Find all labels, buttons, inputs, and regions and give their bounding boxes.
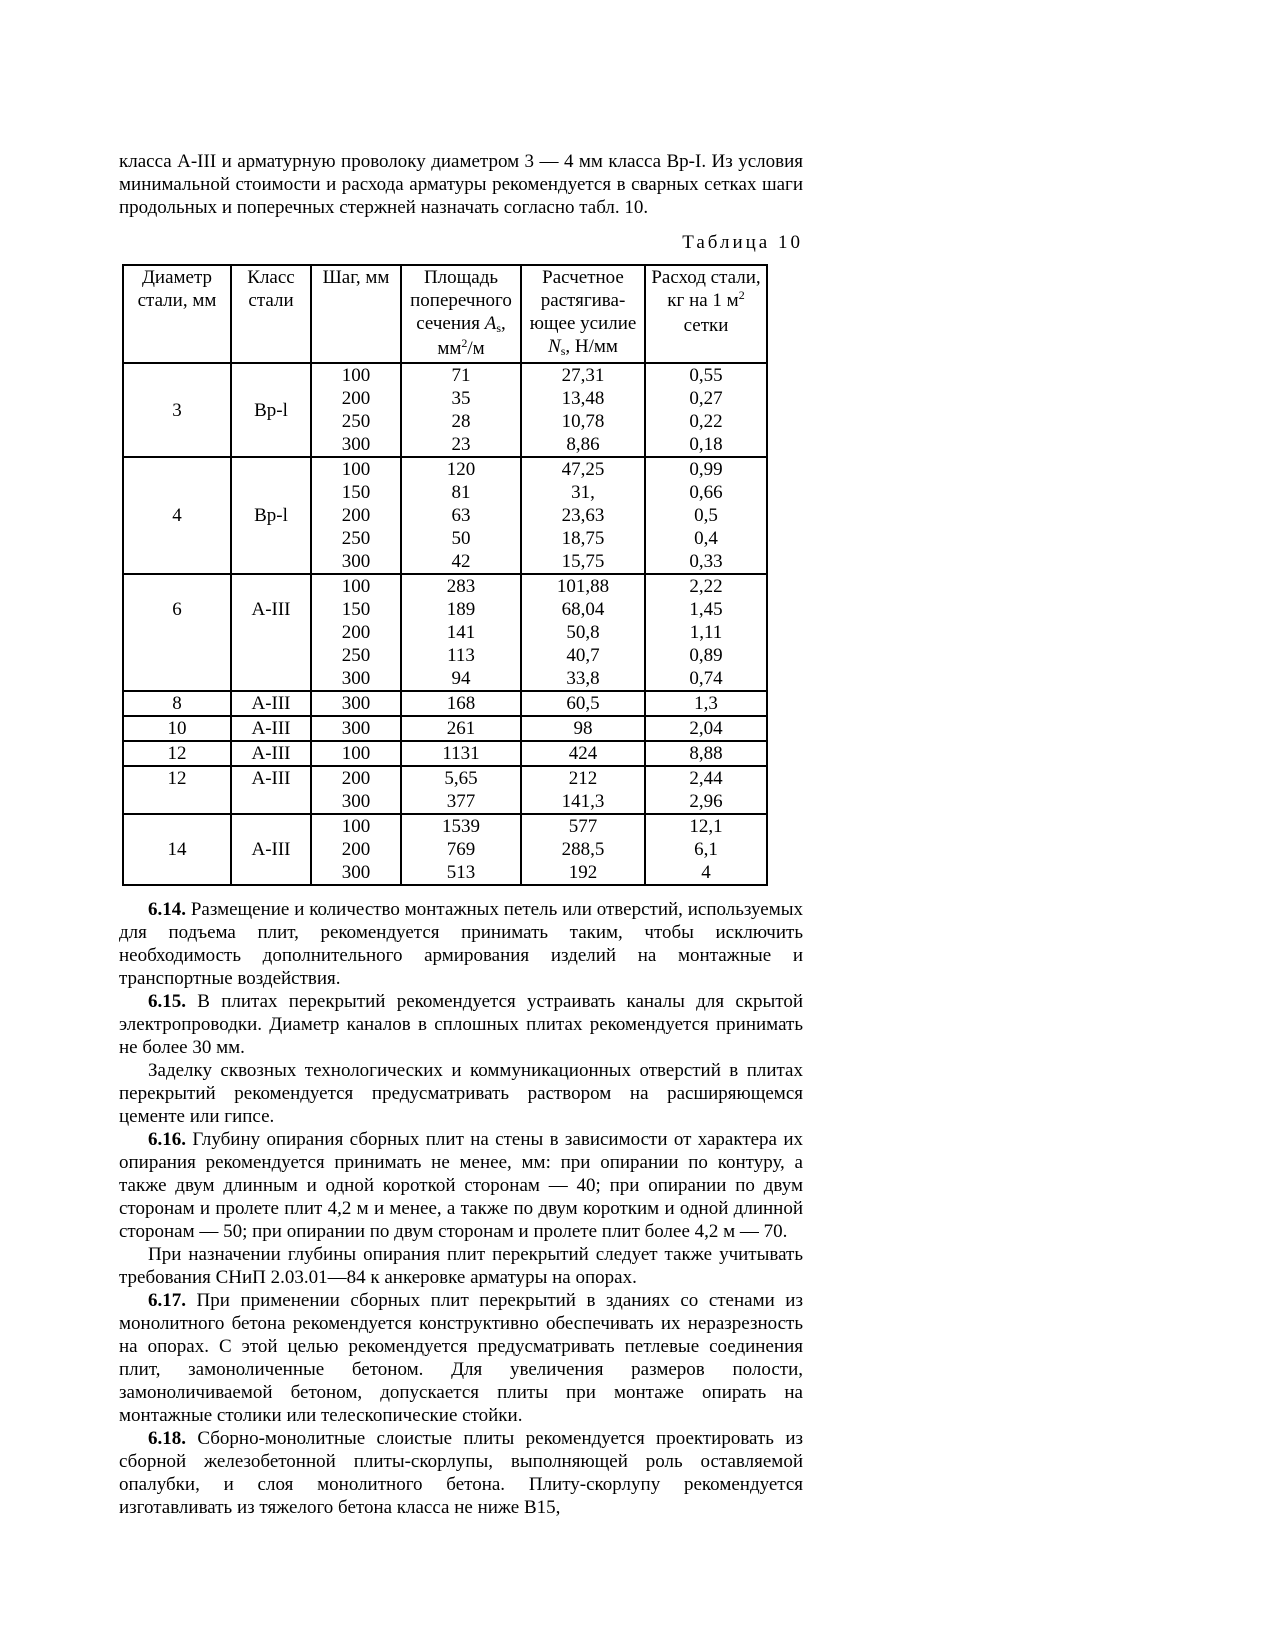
header-consumption-rest: сетки [683, 315, 729, 336]
cell-value: 192 [568, 862, 598, 883]
paragraph-text: В плитах перекрытий рекомендуется устраивать каналы для скрытой электропроводки. Диаметр каналов в сплошных плитах рекомендуется принимать не более 30 мм. [119, 991, 803, 1058]
cell-value: 94 [451, 668, 471, 689]
cell-area [401, 457, 521, 574]
paragraph-text: Глубину опирания сборных плит на стены в зависимости от характера их опирания рекомендуется принимать не менее, мм: при опирании по контуру, а также двум длинным и одной короткой сторонам — 40; при опирании по двум сторонам и пролете плит 4,2 м и менее, а также по двум коротким и одной длинной сторонам — 50; при опирании по двум сторонам и пролете плит более 4,2 м — 70. [119, 1129, 803, 1242]
paragraph-text: При применении сборных плит перекрытий в зданиях со стенами из монолитного бетона рекомендуется конструктивно обеспечивать их неразрезность на опорах. С этой целью рекомендуется предусматривать петлевые соединения плит, замоноличенные бетоном. Для увеличения размеров полости, замоноличиваемой бетоном, допускается плиты при монтаже опирать на монтажные столики или телескопические стойки. [119, 1290, 803, 1426]
steel-table [122, 264, 768, 886]
cell-value: 23 [451, 434, 471, 455]
header-diameter: Диаметр стали, мм [123, 265, 231, 363]
cell-area [401, 716, 521, 741]
cell-force [521, 716, 645, 741]
cell-value: 0,27 [689, 388, 723, 409]
table-row [123, 716, 767, 741]
cell-cons [645, 691, 767, 716]
cell-cons [645, 574, 767, 691]
cell-value: 300 [341, 718, 371, 739]
cell-value: 2,22 [689, 576, 723, 597]
cell-class: Вр-l [231, 457, 311, 574]
cell-value: 63 [451, 505, 471, 526]
cell-diameter: 3 [123, 363, 231, 457]
cell-cons [645, 716, 767, 741]
cell-value: 2,44 [689, 768, 723, 789]
cell-value: 769 [446, 839, 476, 860]
cell-value: 8,88 [689, 743, 723, 764]
cell-force [521, 574, 645, 691]
cell-value: 71 [451, 365, 471, 386]
cell-value: 15,75 [561, 551, 605, 572]
cell-value: 250 [341, 645, 371, 666]
cell-value: 424 [568, 743, 598, 764]
cell-diameter: 6 [123, 574, 231, 691]
cell-cons [645, 766, 767, 814]
table-body [123, 363, 767, 885]
paragraph-text: Сборно-монолитные слоистые плиты рекомендуется проектировать из сборной железобетонной плиты-скорлупы, выполняющей роль оставляемой опалубки, и слоя монолитного бетона. Плиту-скорлупу рекомендуется изготавливать из тяжелого бетона класса не ниже В15, [119, 1428, 803, 1518]
cell-step [311, 766, 401, 814]
cell-cons [645, 814, 767, 885]
cell-force [521, 814, 645, 885]
cell-value: 0,99 [689, 459, 723, 480]
header-area-subscript: s [496, 321, 501, 335]
cell-cons [645, 457, 767, 574]
cell-value: 513 [446, 862, 476, 883]
header-area-comma: , [500, 313, 506, 334]
table-row [123, 814, 767, 885]
cell-value: 101,88 [556, 576, 610, 597]
cell-area [401, 766, 521, 814]
cell-diameter: 12 [123, 741, 231, 766]
cell-value: 288,5 [561, 839, 605, 860]
cell-value: 577 [568, 816, 598, 837]
cell-force [521, 457, 645, 574]
cell-value: 100 [341, 743, 371, 764]
cell-value: 100 [341, 576, 371, 597]
cell-value: 1539 [442, 816, 480, 837]
paragraph [119, 1289, 803, 1427]
header-area-text: Площадь поперечного сечения [410, 267, 512, 334]
cell-diameter: 12 [123, 766, 231, 814]
cell-value: 1,45 [689, 599, 723, 620]
cell-value: 200 [341, 768, 371, 789]
paragraph [119, 898, 803, 990]
cell-value: 98 [573, 718, 593, 739]
cell-force [521, 766, 645, 814]
table-row [123, 363, 767, 457]
cell-value: 33,8 [566, 668, 600, 689]
cell-value: 0,22 [689, 411, 723, 432]
table-header-row [123, 265, 767, 363]
cell-value: 6,1 [694, 839, 718, 860]
paragraph [119, 1059, 803, 1128]
cell-diameter: 10 [123, 716, 231, 741]
header-force-symbol: N [548, 336, 561, 357]
cell-value: 200 [341, 839, 371, 860]
cell-value: 0,66 [689, 482, 723, 503]
cell-value: 150 [341, 599, 371, 620]
cell-value: 168 [446, 693, 476, 714]
cell-area [401, 814, 521, 885]
paragraph-number: 6.15. [148, 991, 186, 1012]
header-force [521, 265, 645, 363]
cell-step [311, 741, 401, 766]
header-area-unit-sup: 2 [461, 336, 468, 350]
cell-value: 0,18 [689, 434, 723, 455]
paragraph [119, 1427, 803, 1519]
cell-value: 1,3 [694, 693, 718, 714]
paragraph-text: Размещение и количество монтажных петель или отверстий, используемых для подъема плит, рекомендуется принимать таким, чтобы исключить необходимость дополнительного армирования изделий на монтажные и транспортные воздействия. [119, 899, 803, 989]
cell-value: 68,04 [561, 599, 605, 620]
paragraph [119, 1243, 803, 1289]
cell-class: А-III [231, 716, 311, 741]
cell-value: 1,11 [689, 622, 723, 643]
cell-value: 35 [451, 388, 471, 409]
header-force-unit: , Н/мм [565, 336, 618, 357]
cell-diameter: 14 [123, 814, 231, 885]
cell-value: 200 [341, 505, 371, 526]
cell-value: 13,48 [561, 388, 605, 409]
cell-value: 300 [341, 791, 371, 812]
cell-cons [645, 363, 767, 457]
body-paragraphs [119, 898, 803, 1519]
header-step: Шаг, мм [311, 265, 401, 363]
cell-area [401, 574, 521, 691]
paragraph-text: При назначении глубины опирания плит перекрытий следует также учитывать требования СНиП 2.03.01—84 к анкеровке арматуры на опорах. [119, 1244, 803, 1288]
cell-step [311, 574, 401, 691]
header-consumption-sup: 2 [738, 288, 745, 302]
cell-value: 40,7 [566, 645, 600, 666]
cell-value: 200 [341, 622, 371, 643]
document-page [119, 150, 803, 1519]
cell-value: 47,25 [561, 459, 605, 480]
cell-cons [645, 741, 767, 766]
cell-value: 1131 [442, 743, 480, 764]
cell-class: А-III [231, 691, 311, 716]
cell-value: 0,89 [689, 645, 723, 666]
cell-value: 18,75 [561, 528, 605, 549]
cell-step [311, 691, 401, 716]
cell-class: А-III [231, 814, 311, 885]
header-consumption [645, 265, 767, 363]
cell-value: 27,31 [561, 365, 605, 386]
cell-value: 300 [341, 862, 371, 883]
cell-value: 2,04 [689, 718, 723, 739]
cell-value: 120 [446, 459, 476, 480]
cell-class: А-III [231, 766, 311, 814]
cell-area [401, 691, 521, 716]
cell-value: 189 [446, 599, 476, 620]
cell-value: 141,3 [561, 791, 605, 812]
cell-value: 141 [446, 622, 476, 643]
cell-class: А-III [231, 741, 311, 766]
cell-value: 212 [568, 768, 598, 789]
cell-value: 261 [446, 718, 476, 739]
header-area-symbol: A [484, 313, 497, 334]
cell-step [311, 457, 401, 574]
cell-value: 42 [451, 551, 471, 572]
paragraph-number: 6.16. [148, 1129, 186, 1150]
cell-diameter: 4 [123, 457, 231, 574]
paragraph [119, 1128, 803, 1243]
paragraph [119, 990, 803, 1059]
header-class: Класс стали [231, 265, 311, 363]
table-row [123, 574, 767, 691]
cell-value: 50 [451, 528, 471, 549]
cell-value: 283 [446, 576, 476, 597]
cell-value: 113 [447, 645, 475, 666]
header-area-unit: мм [437, 338, 462, 359]
cell-force [521, 741, 645, 766]
cell-value: 100 [341, 816, 371, 837]
cell-step [311, 363, 401, 457]
cell-value: 0,74 [689, 668, 723, 689]
header-force-subscript: s [560, 344, 566, 358]
cell-class: А-III [231, 574, 311, 691]
paragraph-number: 6.14. [148, 899, 186, 920]
cell-value: 81 [451, 482, 471, 503]
cell-value: 31, [571, 482, 595, 503]
cell-value: 250 [341, 411, 371, 432]
intro-paragraph: класса А-III и арматурную проволоку диаметром 3 — 4 мм класса Вр-I. Из условия минимальной стоимости и расхода арматуры рекомендуется в сварных сетках шаги продольных и поперечных стержней назначать согласно табл. 10. [119, 151, 803, 218]
table-row [123, 457, 767, 574]
cell-area [401, 741, 521, 766]
cell-value: 300 [341, 551, 371, 572]
cell-step [311, 814, 401, 885]
table-row [123, 741, 767, 766]
cell-value: 28 [451, 411, 471, 432]
header-consumption-text: Расход стали, кг на 1 м [651, 267, 761, 311]
cell-value: 150 [341, 482, 371, 503]
paragraph-number: 6.18. [148, 1428, 186, 1449]
table-caption: Таблица 10 [682, 232, 803, 253]
cell-value: 10,78 [561, 411, 605, 432]
cell-value: 0,33 [689, 551, 723, 572]
cell-value: 200 [341, 388, 371, 409]
table-row [123, 766, 767, 814]
cell-step [311, 716, 401, 741]
cell-value: 300 [341, 434, 371, 455]
cell-value: 100 [341, 365, 371, 386]
cell-value: 0,55 [689, 365, 723, 386]
cell-force [521, 363, 645, 457]
cell-value: 4 [701, 862, 711, 883]
cell-value: 100 [341, 459, 371, 480]
cell-class: Вр-l [231, 363, 311, 457]
cell-value: 8,86 [566, 434, 600, 455]
cell-value: 0,5 [694, 505, 718, 526]
cell-value: 23,63 [561, 505, 605, 526]
paragraph-text: Заделку сквозных технологических и коммуникационных отверстий в плитах перекрытий рекомендуется предусматривать раствором на расширяющемся цементе или гипсе. [119, 1060, 803, 1127]
cell-value: 60,5 [566, 693, 600, 714]
cell-value: 2,96 [689, 791, 723, 812]
header-area-unit-rest: /м [467, 338, 485, 359]
cell-value: 0,4 [694, 528, 718, 549]
cell-value: 250 [341, 528, 371, 549]
header-force-text: Расчетное растягива-ющее усилие [529, 267, 637, 334]
cell-force [521, 691, 645, 716]
cell-diameter: 8 [123, 691, 231, 716]
cell-value: 300 [341, 693, 371, 714]
cell-value: 12,1 [689, 816, 723, 837]
cell-value: 50,8 [566, 622, 600, 643]
table-row [123, 691, 767, 716]
cell-value: 5,65 [444, 768, 478, 789]
cell-area [401, 363, 521, 457]
cell-value: 377 [446, 791, 476, 812]
paragraph-number: 6.17. [148, 1290, 186, 1311]
header-area [401, 265, 521, 363]
cell-value: 300 [341, 668, 371, 689]
